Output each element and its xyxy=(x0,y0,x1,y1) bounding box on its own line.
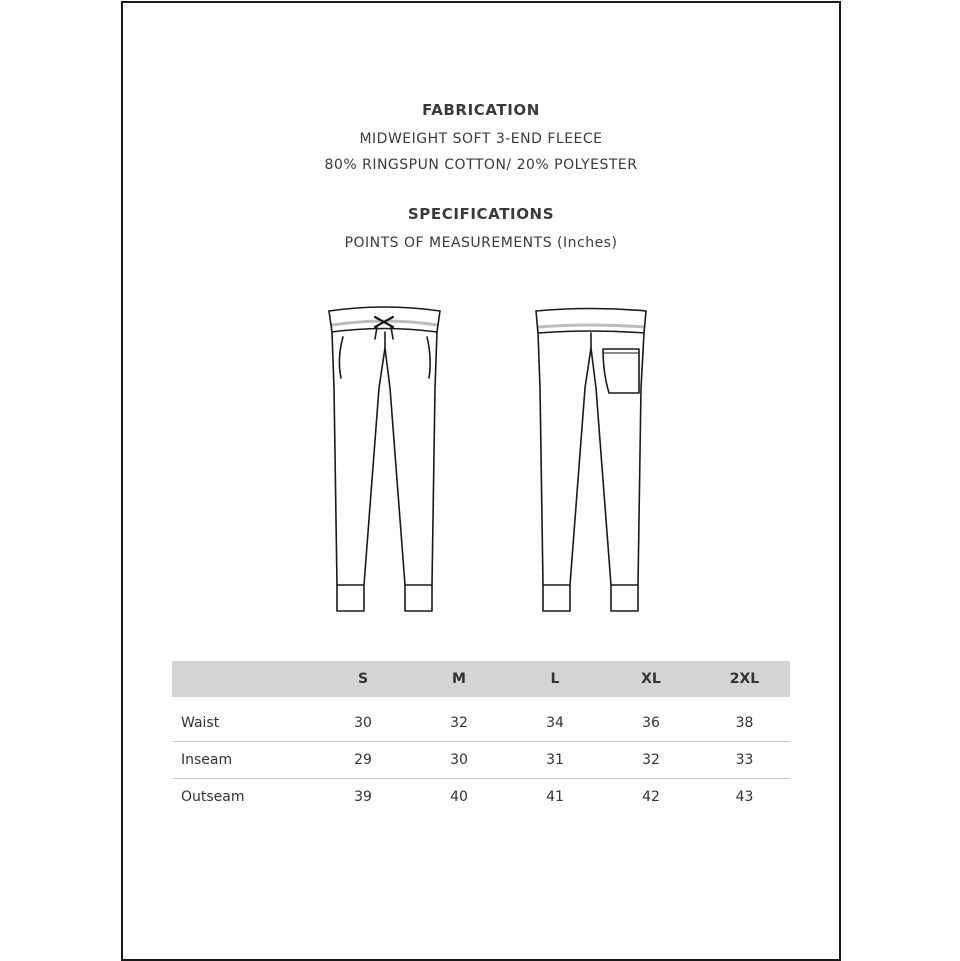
size-header-blank xyxy=(172,661,315,697)
size-header-l: L xyxy=(507,661,603,697)
row-label: Outseam xyxy=(181,789,245,805)
table-cell: 31 xyxy=(507,742,603,779)
table-cell: 39 xyxy=(354,789,372,805)
size-header-m: M xyxy=(411,661,507,697)
table-row-outseam xyxy=(172,779,790,816)
jogger-pants-front-icon xyxy=(329,307,440,611)
table-cell: 29 xyxy=(315,742,411,779)
table-cell: 38 xyxy=(699,705,790,742)
size-header-row xyxy=(172,661,790,697)
size-chart-table xyxy=(172,661,790,815)
fabrication-heading: FABRICATION xyxy=(422,101,540,119)
size-header-s: S xyxy=(315,661,411,697)
row-label: Waist xyxy=(172,705,315,742)
table-row-waist xyxy=(172,705,790,742)
table-cell: 42 xyxy=(642,789,660,805)
specifications-heading: SPECIFICATIONS xyxy=(407,205,555,223)
row-label: Inseam xyxy=(172,742,315,779)
jogger-pants-back-icon xyxy=(536,309,646,612)
table-cell: 30 xyxy=(411,742,507,779)
specifications-subheading: POINTS OF MEASUREMENTS (Inches) xyxy=(344,235,618,251)
table-cell: 36 xyxy=(603,705,699,742)
pants-illustrations xyxy=(123,3,839,959)
table-spacer xyxy=(172,697,790,705)
table-cell: 30 xyxy=(315,705,411,742)
fabrication-line-2: 80% RINGSPUN COTTON/ 20% POLYESTER xyxy=(324,157,638,173)
table-cell: 43 xyxy=(735,789,754,805)
table-cell: 34 xyxy=(507,705,603,742)
size-header-2xl: 2XL xyxy=(699,661,790,697)
table-cell: 40 xyxy=(450,789,468,805)
table-cell: 32 xyxy=(603,742,699,779)
table-cell: 33 xyxy=(699,742,790,779)
size-header-xl: XL xyxy=(603,661,699,697)
table-cell: 32 xyxy=(411,705,507,742)
fabrication-line-1: MIDWEIGHT SOFT 3-END FLEECE xyxy=(359,131,603,147)
table-cell: 41 xyxy=(546,789,564,805)
spec-sheet xyxy=(121,1,841,961)
table-row-inseam xyxy=(172,742,790,779)
